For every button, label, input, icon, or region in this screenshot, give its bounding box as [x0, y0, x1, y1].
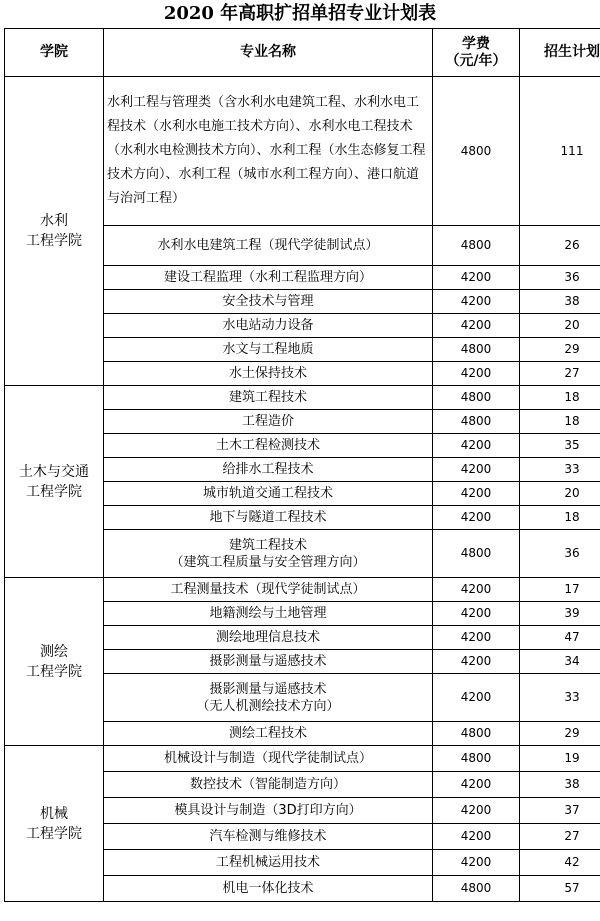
- major-cell: 建设工程监理（水利工程监理方向）: [104, 266, 433, 290]
- plan-cell: 18: [520, 410, 600, 434]
- table-row: [5, 746, 600, 772]
- major-cell: 测绘地理信息技术: [104, 626, 433, 650]
- header-plan: 招生计划: [520, 29, 600, 77]
- fee-cell: 4200: [433, 314, 520, 338]
- major-cell: 摄影测量与遥感技术: [104, 650, 433, 674]
- table-row: [5, 386, 600, 410]
- major-line2: （无人机测绘技术方向）: [196, 698, 340, 714]
- major-cell: 工程造价: [104, 410, 433, 434]
- college-cell: [5, 386, 104, 578]
- plan-cell: 18: [520, 506, 600, 530]
- table-row: [5, 77, 600, 226]
- plan-cell: 57: [520, 876, 600, 902]
- header-fee-line1: 学费: [462, 35, 490, 52]
- fee-cell: 4800: [433, 722, 520, 746]
- fee-cell: 4200: [433, 772, 520, 798]
- header-fee: [433, 29, 520, 77]
- major-cell: 水文与工程地质: [104, 338, 433, 362]
- major-cell: 工程机械运用技术: [104, 850, 433, 876]
- plan-cell: 33: [520, 674, 600, 722]
- plan-cell: 18: [520, 386, 600, 410]
- major-cell: 汽车检测与维修技术: [104, 824, 433, 850]
- fee-cell: 4800: [433, 338, 520, 362]
- fee-cell: 4800: [433, 876, 520, 902]
- fee-cell: 4200: [433, 362, 520, 386]
- fee-cell: 4800: [433, 226, 520, 266]
- major-cell: [104, 530, 433, 578]
- major-line2: （建筑工程质量与安全管理方向）: [170, 554, 366, 570]
- college-cell: [5, 77, 104, 386]
- college-line1: 测绘: [40, 643, 68, 660]
- major-cell: 安全技术与管理: [104, 290, 433, 314]
- plan-cell: 17: [520, 578, 600, 602]
- major-cell: 土木工程检测技术: [104, 434, 433, 458]
- plan-cell: 29: [520, 338, 600, 362]
- major-cell: 机械设计与制造（现代学徒制试点）: [104, 746, 433, 772]
- college-line2: 工程学院: [26, 663, 82, 680]
- fee-cell: 4200: [433, 850, 520, 876]
- fee-cell: 4800: [433, 386, 520, 410]
- fee-cell: 4200: [433, 458, 520, 482]
- college-line1: 土木与交通: [19, 463, 89, 480]
- major-cell: 测绘工程技术: [104, 722, 433, 746]
- major-cell: 给排水工程技术: [104, 458, 433, 482]
- header-fee-line2: （元/年）: [445, 52, 507, 69]
- major-cell: 水电站动力设备: [104, 314, 433, 338]
- plan-cell: 38: [520, 290, 600, 314]
- major-cell: 建筑工程技术: [104, 386, 433, 410]
- plan-cell: 27: [520, 362, 600, 386]
- fee-cell: 4200: [433, 650, 520, 674]
- page-title: 2020 年高职扩招单招专业计划表: [163, 3, 437, 24]
- major-cell: 水土保持技术: [104, 362, 433, 386]
- fee-cell: 4200: [433, 506, 520, 530]
- plan-cell: 111: [520, 77, 600, 226]
- plan-cell: 42: [520, 850, 600, 876]
- plan-cell: 35: [520, 434, 600, 458]
- plan-cell: 20: [520, 482, 600, 506]
- college-cell: [5, 746, 104, 902]
- major-line1: 摄影测量与遥感技术: [209, 681, 327, 697]
- major-line1: 建筑工程技术: [228, 537, 307, 553]
- plan-cell: 33: [520, 458, 600, 482]
- fee-cell: 4200: [433, 674, 520, 722]
- plan-cell: 27: [520, 824, 600, 850]
- plan-cell: 37: [520, 798, 600, 824]
- header-college: 学院: [5, 29, 104, 77]
- college-line1: 机械: [40, 805, 68, 822]
- college-line2: 工程学院: [26, 825, 82, 842]
- plan-cell: 39: [520, 602, 600, 626]
- plan-cell: 34: [520, 650, 600, 674]
- fee-cell: 4200: [433, 798, 520, 824]
- plan-cell: 20: [520, 314, 600, 338]
- major-cell: 模具设计与制造（3D打印方向）: [104, 798, 433, 824]
- major-cell: 城市轨道交通工程技术: [104, 482, 433, 506]
- major-cell: [104, 674, 433, 722]
- fee-cell: 4800: [433, 530, 520, 578]
- plan-cell: 29: [520, 722, 600, 746]
- plan-cell: 19: [520, 746, 600, 772]
- plan-cell: 26: [520, 226, 600, 266]
- fee-cell: 4200: [433, 434, 520, 458]
- major-cell: 地籍测绘与土地管理: [104, 602, 433, 626]
- major-cell: 数控技术（智能制造方向）: [104, 772, 433, 798]
- major-cell: [104, 77, 433, 226]
- college-line2: 工程学院: [26, 483, 82, 500]
- major-cell: 地下与隧道工程技术: [104, 506, 433, 530]
- header-major: 专业名称: [104, 29, 433, 77]
- fee-cell: 4200: [433, 266, 520, 290]
- college-line1: 水利: [40, 213, 68, 229]
- fee-cell: 4200: [433, 482, 520, 506]
- fee-cell: 4200: [433, 824, 520, 850]
- college-cell: [5, 578, 104, 746]
- major-cell: 水利水电建筑工程（现代学徒制试点）: [104, 226, 433, 266]
- major-cell: 工程测量技术（现代学徒制试点）: [104, 578, 433, 602]
- fee-cell: 4800: [433, 77, 520, 226]
- fee-cell: 4800: [433, 746, 520, 772]
- fee-cell: 4200: [433, 578, 520, 602]
- fee-cell: 4800: [433, 410, 520, 434]
- plan-cell: 36: [520, 266, 600, 290]
- college-line2: 工程学院: [26, 233, 82, 249]
- table-row: [5, 578, 600, 602]
- plan-cell: 38: [520, 772, 600, 798]
- fee-cell: 4200: [433, 626, 520, 650]
- table-header-row: [5, 29, 600, 77]
- plan-cell: 36: [520, 530, 600, 578]
- fee-cell: 4200: [433, 602, 520, 626]
- enrollment-plan-table: [4, 28, 600, 902]
- plan-cell: 47: [520, 626, 600, 650]
- fee-cell: 4200: [433, 290, 520, 314]
- major-cell: 机电一体化技术: [104, 876, 433, 902]
- major-name: 水利工程与管理类（含水利水电建筑工程、水利水电工程技术（水利水电施工技术方向）、水利水电工程技术（水利水电检测技术方向）、水利工程（水生态修复工程技术方向）、水利工程（城市水利工程方向）、港口航道与治河工程）: [107, 95, 426, 206]
